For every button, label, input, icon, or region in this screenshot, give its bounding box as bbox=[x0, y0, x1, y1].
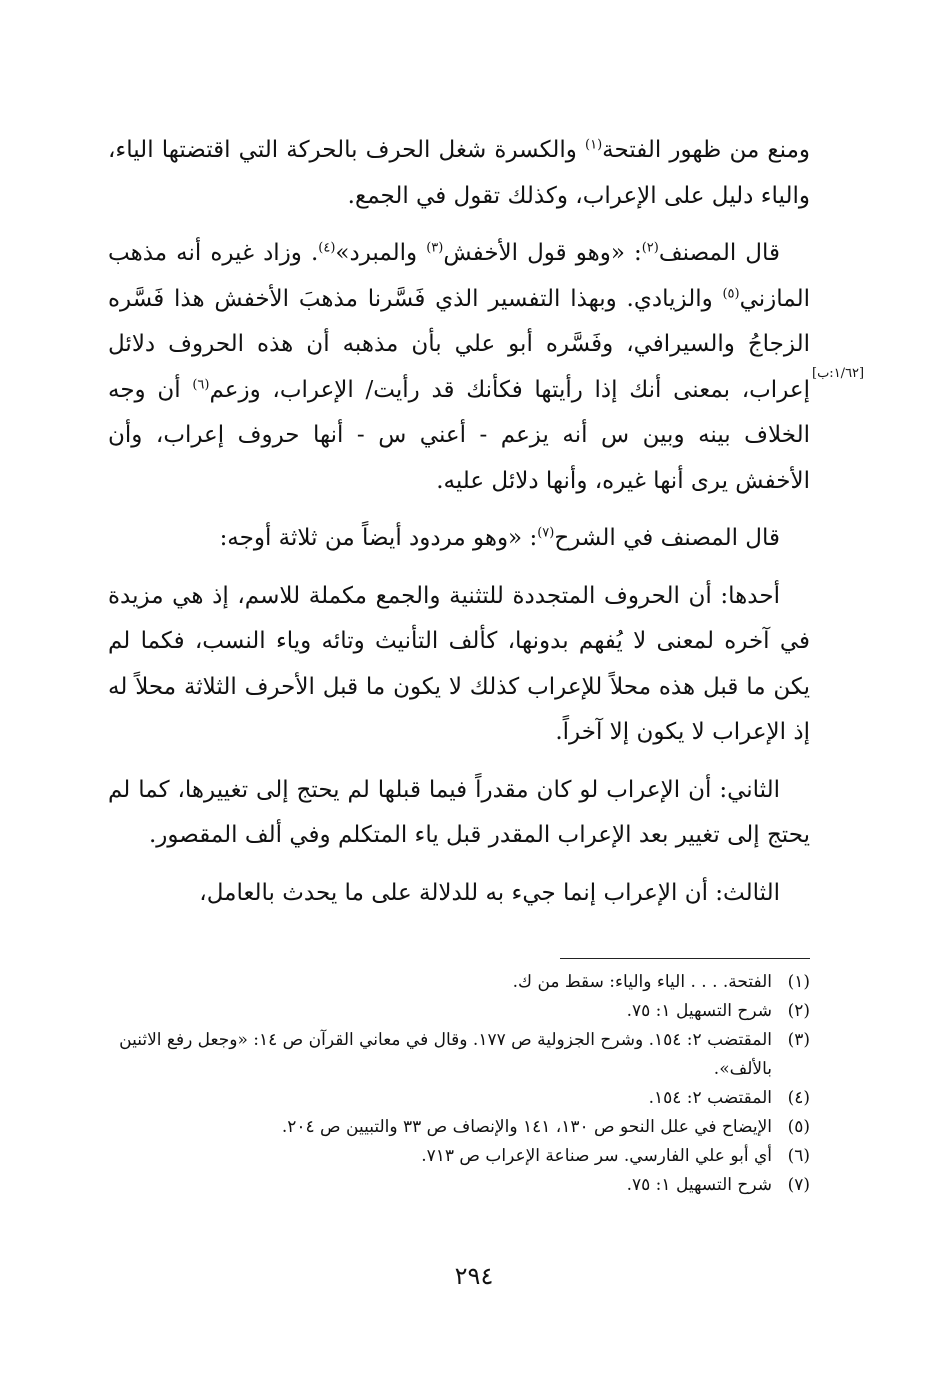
footnote-text: شرح التسهيل ١: ٧٥. bbox=[626, 1175, 772, 1195]
footnote-number: (١) bbox=[787, 972, 810, 992]
footnote-marker: (٢) bbox=[641, 240, 659, 256]
footnote-number: (٣) bbox=[787, 1030, 810, 1050]
text-segment: قال المصنف bbox=[658, 240, 780, 266]
footnote-marker: (٦) bbox=[192, 376, 210, 392]
footnote-text: الفتحة. . . . الياء والياء: سقط من ك. bbox=[512, 972, 772, 992]
footnote-text: شرح التسهيل ١: ٧٥. bbox=[626, 1001, 772, 1021]
text-segment: قال المصنف في الشرح bbox=[554, 525, 780, 551]
paragraph bbox=[108, 128, 810, 219]
footnote-text: أي أبو علي الفارسي. سر صناعة الإعراب ص ٧١٣. bbox=[421, 1146, 772, 1166]
text-segment: . وزاد غيره أنه مذهب المازني bbox=[108, 240, 810, 312]
text-segment: والكسرة شغل الحرف بالحركة التي اقتضتها الياء، والياء دليل على الإعراب، وكذلك تقول في الجمع. bbox=[108, 137, 810, 209]
footnote-separator bbox=[560, 958, 810, 959]
footnote bbox=[108, 1113, 810, 1142]
footnote bbox=[108, 968, 810, 997]
footnote-number: (٦) bbox=[787, 1146, 810, 1166]
main-text bbox=[108, 128, 810, 928]
text-segment: والزيادي. وبهذا التفسير الذي فَسَّرنا مذهبَ الأخفش هذا فَسَّره الزجاجُ والسيرافي، وفَسَّره أبو علي بأن مذهبه أن هذه الحروف دلائل إعراب، بمعنى أنك إذا رأيتها فكأنك قد رأيت/ الإعراب، وزعم bbox=[108, 285, 811, 403]
text-segment: الثاني: أن الإعراب لو كان مقدراً فيما قبلها لم يحتج إلى تغييرها، كما لم يحتج إلى تغيير بعد الإعراب المقدر قبل ياء المتكلم وفي ألف المقصور. bbox=[108, 776, 810, 848]
footnotes bbox=[108, 968, 810, 1200]
footnote-text: الإيضاح في علل النحو ص ١٣٠، ١٤١ والإنصاف ص ٣٣ والتبيين ص ٢٠٤. bbox=[281, 1117, 772, 1137]
footnote-marker: (٧) bbox=[537, 525, 555, 541]
text-segment: والمبرد» bbox=[335, 240, 427, 266]
footnote-number: (٤) bbox=[787, 1088, 810, 1108]
footnote bbox=[108, 997, 810, 1026]
text-segment: أحدها: أن الحروف المتجددة للتثنية والجمع مكملة للاسم، إذ هي مزيدة في آخره لمعنى لا يُفهم بدونها، كألف التأنيث وتائه وياء النسب، فكما لم يكن ما قبل هذه محلاً للإعراب كذلك لا يكون ما قبل الأحرف الثلاثة محلاً له إذ الإعراب لا يكون إلا آخراً. bbox=[108, 582, 810, 745]
footnote-number: (٢) bbox=[787, 1001, 810, 1021]
footnote-number: (٧) bbox=[787, 1175, 810, 1195]
text-segment: أن وجه الخلاف بينه وبين س أنه يزعم - أعني س - أنها حروف إعراب، وأن الأخفش يرى أنها غيره، وأنها دلائل عليه. bbox=[108, 376, 810, 494]
text-segment: ومنع من ظهور الفتحة bbox=[602, 137, 810, 163]
footnote-text: المقتضب ٢: ١٥٤. وشرح الجزولية ص ١٧٧. وقال في معاني القرآن ص ١٤: «وجعل رفع الاثنين بالألف». bbox=[119, 1030, 772, 1079]
footnote-marker: (٣) bbox=[426, 240, 444, 256]
paragraph bbox=[108, 516, 810, 562]
footnote-marker: (١) bbox=[585, 137, 603, 153]
text-segment: الثالث: أن الإعراب إنما جيء به للدلالة على ما يحدث بالعامل، bbox=[199, 879, 780, 906]
footnote-marker: (٥) bbox=[722, 285, 740, 301]
manuscript-folio-reference: [١/٦٢:ب] bbox=[812, 366, 865, 381]
footnote-text: المقتضب ٢: ١٥٤. bbox=[648, 1088, 772, 1108]
paragraph bbox=[108, 574, 810, 756]
footnote-marker: (٤) bbox=[318, 240, 336, 256]
text-segment: : «وهو قول الأخفش bbox=[443, 240, 642, 266]
paragraph bbox=[108, 768, 810, 859]
paragraph bbox=[108, 871, 810, 917]
page-number: ٢٩٤ bbox=[454, 1262, 494, 1290]
footnote bbox=[108, 1142, 810, 1171]
footnote-number: (٥) bbox=[787, 1117, 810, 1137]
footnote bbox=[108, 1026, 810, 1084]
paragraph bbox=[108, 231, 810, 504]
footnote bbox=[108, 1171, 810, 1200]
text-segment: : «وهو مردود أيضاً من ثلاثة أوجه: bbox=[219, 525, 538, 551]
footnote bbox=[108, 1084, 810, 1113]
